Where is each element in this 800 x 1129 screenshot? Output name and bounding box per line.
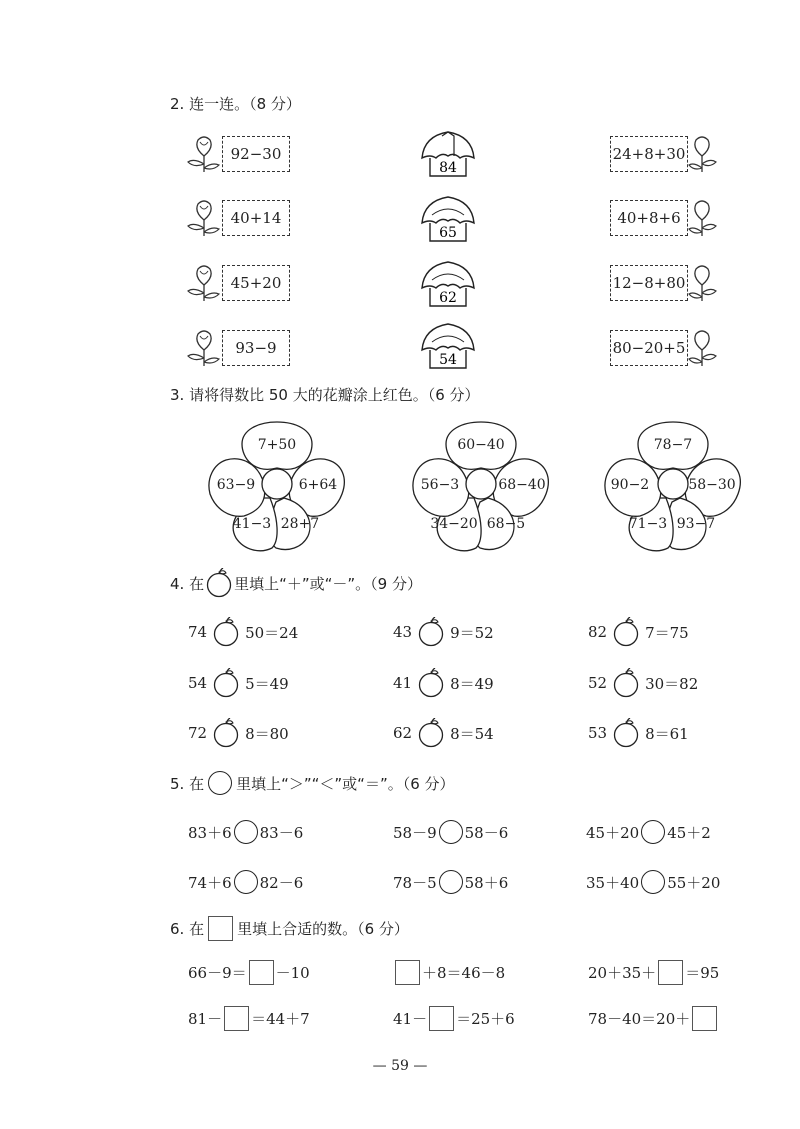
q5-item: [393, 820, 508, 844]
compare-circle[interactable]: [234, 870, 258, 894]
q6-item: [588, 1006, 719, 1031]
rose-icon: [186, 328, 222, 368]
expr-part: ＝25＋6: [456, 1010, 515, 1028]
left-expr: 58－9: [393, 823, 437, 842]
left-expr: 45＋20: [586, 823, 640, 842]
expr-part: ＋8＝46－8: [422, 964, 506, 982]
compare-circle[interactable]: [439, 870, 463, 894]
petal-label: 78−7: [653, 437, 693, 453]
operand: 72: [188, 724, 208, 742]
petal-label: 63−9: [216, 477, 256, 493]
compare-circle[interactable]: [439, 820, 463, 844]
q2-right-expr-4: 80−20+5: [610, 330, 688, 366]
q2-right-item-1[interactable]: [610, 134, 718, 174]
operand: 41: [393, 674, 413, 692]
petal-label: 71−3: [628, 516, 668, 532]
expr-part: 66－9＝: [188, 964, 247, 982]
q5-item: [188, 820, 303, 844]
q4-title-pre: 4. 在: [170, 574, 205, 593]
apple-blank-icon[interactable]: [211, 718, 241, 748]
house-icon: [418, 128, 478, 180]
left-expr: 78－5: [393, 873, 437, 892]
apple-blank-icon[interactable]: [611, 617, 641, 647]
q2-house-2[interactable]: [418, 193, 478, 249]
house-number: 62: [439, 290, 457, 306]
right-expr: 82－6: [259, 873, 304, 892]
expr-part: －10: [275, 964, 310, 982]
q6-item: [588, 960, 719, 985]
flower-3: [598, 418, 748, 556]
flower-2: [406, 418, 556, 556]
q6-item: [188, 960, 310, 985]
q2-house-4[interactable]: [418, 320, 478, 376]
q2-right-expr-1: 24+8+30: [610, 136, 688, 172]
compare-circle[interactable]: [641, 820, 665, 844]
rose-icon: [186, 263, 222, 303]
q5-item: [586, 870, 720, 894]
house-icon: [418, 320, 478, 372]
q4-title: [170, 568, 422, 598]
right-expr: 58＋6: [464, 873, 509, 892]
q3-title: 3. 请将得数比 50 大的花瓣涂上红色。（6 分）: [170, 386, 480, 404]
q2-left-item-2[interactable]: [186, 198, 290, 238]
expr-part: 81－: [188, 1010, 223, 1028]
q4-item: [188, 617, 298, 647]
apple-icon: [204, 568, 234, 598]
flower-center: [466, 469, 496, 499]
expr-part: ＝95: [685, 964, 720, 982]
answer-box[interactable]: [224, 1006, 249, 1031]
house-icon: [418, 193, 478, 245]
q5-title: [170, 771, 455, 795]
q4-title-post: 里填上“＋”或“－”。（9 分）: [234, 574, 422, 593]
answer-box[interactable]: [249, 960, 274, 985]
q2-left-item-1[interactable]: [186, 134, 290, 174]
q2-house-1[interactable]: [418, 128, 478, 184]
rose-icon: [688, 134, 718, 174]
q2-left-item-4[interactable]: [186, 328, 290, 368]
rose-icon: [688, 263, 718, 303]
petal-label: 41−3: [232, 516, 272, 532]
q5-item: [393, 870, 508, 894]
operand-result: 30＝82: [645, 674, 699, 693]
house-number: 54: [439, 352, 457, 368]
expr-part: 20＋35＋: [588, 964, 657, 982]
operand: 53: [588, 724, 608, 742]
apple-blank-icon[interactable]: [611, 718, 641, 748]
q6-title-post: 里填上合适的数。（6 分）: [237, 920, 409, 938]
flower-1: [202, 418, 352, 556]
petal-label: 68−5: [486, 516, 526, 532]
operand-result: 8＝61: [645, 724, 689, 743]
petal-label: 68−40: [498, 477, 546, 493]
square-icon: [208, 916, 233, 941]
q2-left-expr-4: 93−9: [222, 330, 290, 366]
petal-label: 56−3: [420, 477, 460, 493]
rose-icon: [186, 198, 222, 238]
petal-label: 58−30: [688, 477, 736, 493]
q2-left-expr-2: 40+14: [222, 200, 290, 236]
q4-item: [188, 668, 289, 698]
right-expr: 55＋20: [667, 873, 721, 892]
expr-part: 78－40＝20＋: [588, 1010, 691, 1028]
rose-icon: [688, 328, 718, 368]
right-expr: 58－6: [464, 823, 509, 842]
q2-right-expr-2: 40+8+6: [610, 200, 688, 236]
operand: 74: [188, 623, 208, 641]
operand-result: 50＝24: [245, 623, 299, 642]
q4-item: [588, 617, 689, 647]
operand: 43: [393, 623, 413, 641]
rose-icon: [186, 134, 222, 174]
apple-blank-icon[interactable]: [416, 718, 446, 748]
operand-result: 9＝52: [450, 623, 494, 642]
left-expr: 83＋6: [188, 823, 232, 842]
operand: 54: [188, 674, 208, 692]
operand-result: 7＝75: [645, 623, 689, 642]
petal-label: 93−7: [676, 516, 716, 532]
q5-title-post: 里填上“＞”“＜”或“＝”。（6 分）: [236, 774, 455, 793]
expr-part: ＝44＋7: [251, 1010, 310, 1028]
q6-item: [393, 960, 505, 985]
q6-item: [188, 1006, 310, 1031]
q2-left-expr-3: 45+20: [222, 265, 290, 301]
house-number: 65: [439, 225, 457, 241]
q2-right-expr-3: 12−8+80: [610, 265, 688, 301]
q2-left-item-3[interactable]: [186, 263, 290, 303]
q4-item: [588, 668, 698, 698]
left-expr: 74＋6: [188, 873, 232, 892]
q5-title-pre: 5. 在: [170, 774, 205, 793]
q2-left-expr-1: 92−30: [222, 136, 290, 172]
q2-title: 2. 连一连。（8 分）: [170, 95, 301, 113]
operand-result: 5＝49: [245, 674, 289, 693]
operand-result: 8＝49: [450, 674, 494, 693]
left-expr: 35＋40: [586, 873, 640, 892]
house-icon: [418, 258, 478, 310]
page-number: — 59 —: [372, 1058, 428, 1074]
flower-center: [262, 469, 292, 499]
answer-box[interactable]: [692, 1006, 717, 1031]
answer-box[interactable]: [429, 1006, 454, 1031]
q4-item: [393, 718, 494, 748]
answer-box[interactable]: [395, 960, 420, 985]
operand-result: 8＝80: [245, 724, 289, 743]
operand: 62: [393, 724, 413, 742]
operand-result: 8＝54: [450, 724, 494, 743]
q2-right-item-4[interactable]: [610, 328, 718, 368]
q5-item: [188, 870, 303, 894]
q6-title: [170, 916, 409, 941]
petal-label: 34−20: [430, 516, 478, 532]
compare-circle[interactable]: [641, 870, 665, 894]
flower-center: [658, 469, 688, 499]
petal-label: 6+64: [298, 477, 338, 493]
apple-blank-icon[interactable]: [211, 668, 241, 698]
petal-label: 28+7: [280, 516, 320, 532]
petal-label: 60−40: [457, 437, 505, 453]
operand: 52: [588, 674, 608, 692]
q6-title-pre: 6. 在: [170, 920, 205, 938]
apple-blank-icon[interactable]: [416, 668, 446, 698]
q2-right-item-2[interactable]: [610, 198, 718, 238]
q2-right-item-3[interactable]: [610, 263, 718, 303]
petal-label: 90−2: [610, 477, 650, 493]
q4-item: [588, 718, 689, 748]
apple-blank-icon[interactable]: [611, 668, 641, 698]
q4-item: [393, 668, 494, 698]
answer-box[interactable]: [658, 960, 683, 985]
q4-item: [188, 718, 289, 748]
q5-item: [586, 820, 711, 844]
circle-icon: [208, 771, 232, 795]
expr-part: 41－: [393, 1010, 428, 1028]
q4-item: [393, 617, 494, 647]
rose-icon: [688, 198, 718, 238]
operand: 82: [588, 623, 608, 641]
apple-blank-icon[interactable]: [211, 617, 241, 647]
right-expr: 45＋2: [667, 823, 711, 842]
compare-circle[interactable]: [234, 820, 258, 844]
right-expr: 83－6: [259, 823, 304, 842]
petal-label: 7+50: [257, 437, 297, 453]
q6-item: [393, 1006, 515, 1031]
apple-blank-icon[interactable]: [416, 617, 446, 647]
q2-house-3[interactable]: [418, 258, 478, 314]
house-number: 84: [439, 160, 457, 176]
